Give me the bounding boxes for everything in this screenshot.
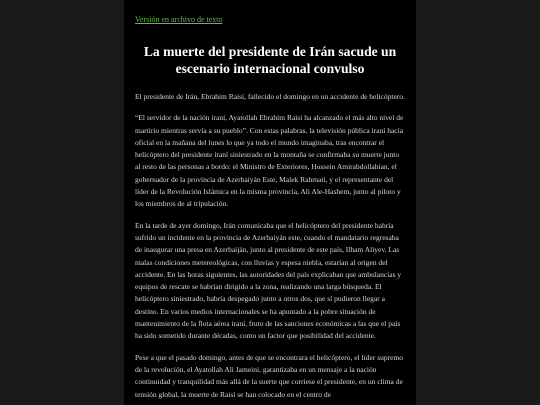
article-paragraph: Pese a que el pasado domingo, antes de que se encontrara el helicóptero, el líder supremo de la revolución, el Ayatollah Ali Jameini, garantizaba en un mensaje a la nación continuidad y tranquilidad más allá de la suerte que corriese el presidente, en un clima de tensión global, la muerte de Raisí se han colocado en el centro de (135, 352, 404, 399)
article-paragraph: El presidente de Irán, Ebrahim Raisí, fallecido el domingo en un accidente de helicóptero. (135, 92, 405, 101)
article-title: La muerte del presidente de Irán sacude un escenario internacional convulso (143, 44, 397, 76)
text-version-link[interactable]: Versión en archivo de texto (135, 15, 223, 24)
article-paragraph: En la tarde de ayer domingo, Irán comunicaba que el helicóptero del presidente habría sufrido un incidente en la provincia de Azerbaiyán este, cuando el mandatario regresaba de inaugurar una presa en Azerbaiján, junto al presidente de este país, Ilham Aliyev. Las malas condiciones metereológicas, con lluvias y espesa niebla, estarían al origen del accidente. En las horas siguientes, las autoridades del país explicaban que ambulancias y equipos de rescate se habrían dirigido a la zona, realizando una larga búsqueda. El helicóptero siniestrado, habría despegado junto a otros dos, que sí pudieron llegar a destino. En varios medios internacionales se ha apuntado a la pobre situación de mantenimiento de la flota aérea iraní, fruto de las sanciones económicas a las que el país ha sido sometido durante décadas, como un factor que posibilidad del accidente. (135, 220, 402, 341)
article-content (124, 0, 416, 401)
article-paragraph: “El servidor de la nación iraní, Ayatollah Ebrahim Raisi ha alcanzado el más alto nivel de martirio mientras servía a su pueblo”. Con estas palabras, la televisión pública iraní hacía oficial en la mañana del lunes lo que ya todo el mundo imaginaba, tras encontrar el helicóptero del presidente iraní siniestrado en la montaña se confirmaba su muerte junto al resto de las personas a bordo: el Ministro de Exteriores, Hossein Amirabdollahian, el gobernador de la provincia de Azerbaiyán Este, Malek Rahmati, y el representante del líder de la Revolución Islámica en la misma provincia, Ali Ale-Hashem, junto al piloto y los miembros de al tripulación. (135, 113, 404, 209)
article-page (124, 0, 416, 405)
